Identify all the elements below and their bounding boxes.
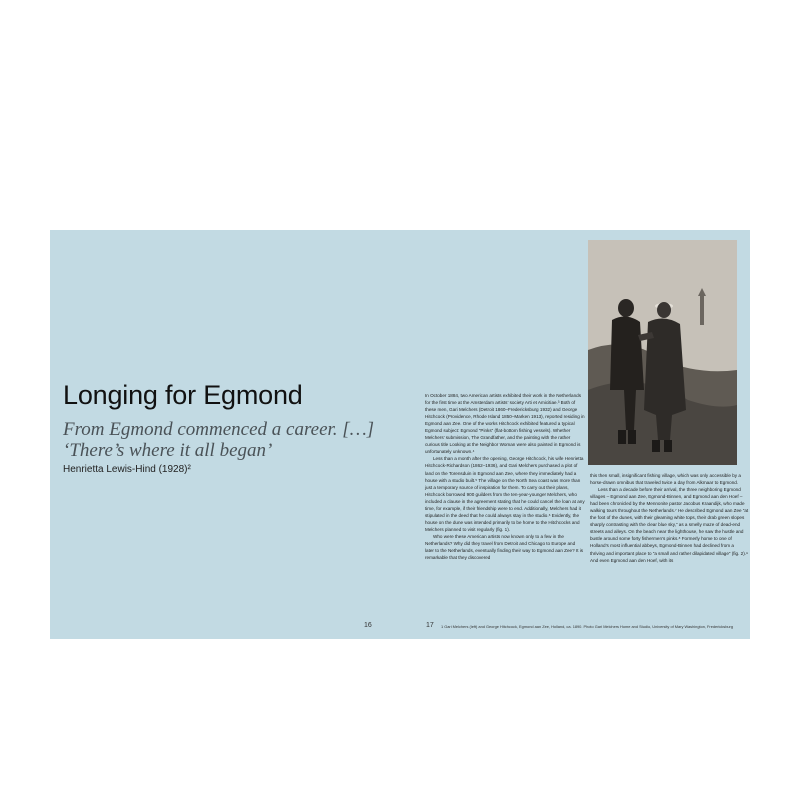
body-text-column-1 bbox=[425, 392, 585, 612]
paragraph: In October 1884, two American artists exhibited their work in the Netherlands for the first time at the Amsterdam artists’ society Arti et Amicitiae.³ Both of these men, Gari Melchers (Detroit 1860–Fredericksburg 1932) and George Hitchcock (Providence, Rhode Island 1850–Marken 1913), reported residing in Egmond aan Zee. One of the works Hitchcock exhibited featured a typical Egmond subject: Egmond “Pinks” (flat-bottom fishing vessels). Whether Melchers’ submission, The Grandfather, and the painting with the rather curious title Looking at the Neighbor Woman were also painted in Egmond is unfortunately unknown.⁴ bbox=[425, 393, 585, 455]
photo-icon bbox=[588, 240, 737, 465]
historical-photo bbox=[588, 240, 737, 465]
paragraph: Less than a decade before their arrival, the three neighboring Egmond villages – Egmond aan Zee, Egmond-Binnen, and Egmond aan den Hoef – had been chronicled by the Mennonite pastor Jacobus Kraandijk, who made walking tours throughout the Netherlands.⁷ He described Egmond aan Zee “at the foot of the dunes, with their gleaming white tops, their drab green slopes sharply contrasting with the clear blue sky,” as a smelly maze of dead-end streets and alleys. On the beach near the lighthouse, he saw the hustle and bustle around some forty fishermen’s pinks.⁸ Formerly home to one of Holland’s most influential abbeys, Egmond-Binnen had declined from a thriving and important place to “a small and rather dilapidated village” (fig. 2).⁹ And even Egmond aan den Hoef, with its bbox=[590, 487, 749, 563]
page-number-right: 17 bbox=[426, 622, 434, 629]
paragraph: Less than a month after the opening, George Hitchcock, his wife Henrietta Hitchcock-Richardson (1862–1936), and Gari Melchers purchased a plot of land on the Torensduin in Egmond aan Zee, where they immediately had a house with a studio built.⁵ The village on the North Sea coast was more than just a temporary source of inspiration for them. To carry out their plans, Hitchcock borrowed 900 guilders from the ten-year-younger Melchers, who included a clause in the agreement stating that he could cancel the loan at any time, for example, if their friendship were to end. Additionally, Melchers had it stipulated in the deed that he could always stay in the studio.⁶ Evidently, the house on the dune was intended primarily to be home to the Hitchcocks and Melchers planned to visit regularly (fig. 1). bbox=[425, 456, 585, 532]
body-text-column-2 bbox=[590, 472, 750, 612]
paragraph: Who were these American artists now known only to a few in the Netherlands? Why did they travel from Detroit and Chicago to Europe and later to the Netherlands, eventually finding their way to Egmond aan Zee? It is remarkable that they discovered bbox=[425, 533, 584, 561]
paragraph: this then small, insignificant fishing village, which was only accessible by a horse-drawn omnibus that traveled twice a day from Alkmaar to Egmond. bbox=[590, 473, 741, 486]
left-page bbox=[50, 230, 400, 639]
figure-caption: 1 Gari Melchers (left) and George Hitchcock, Egmond aan Zee, Holland, ca. 1890. Photo Gari Melchers Home and Studio, University of Mary Washington, Fredericksburg bbox=[441, 624, 734, 629]
book-spread bbox=[50, 230, 750, 639]
right-page bbox=[400, 230, 750, 639]
chapter-title: Longing for Egmond bbox=[63, 380, 303, 410]
epigraph-attribution: Henrietta Lewis-Hind (1928)² bbox=[63, 464, 191, 475]
page-number-left: 16 bbox=[364, 622, 372, 629]
epigraph-quote: From Egmond commenced a career. […] ‘There’s where it all began’ bbox=[63, 419, 374, 461]
